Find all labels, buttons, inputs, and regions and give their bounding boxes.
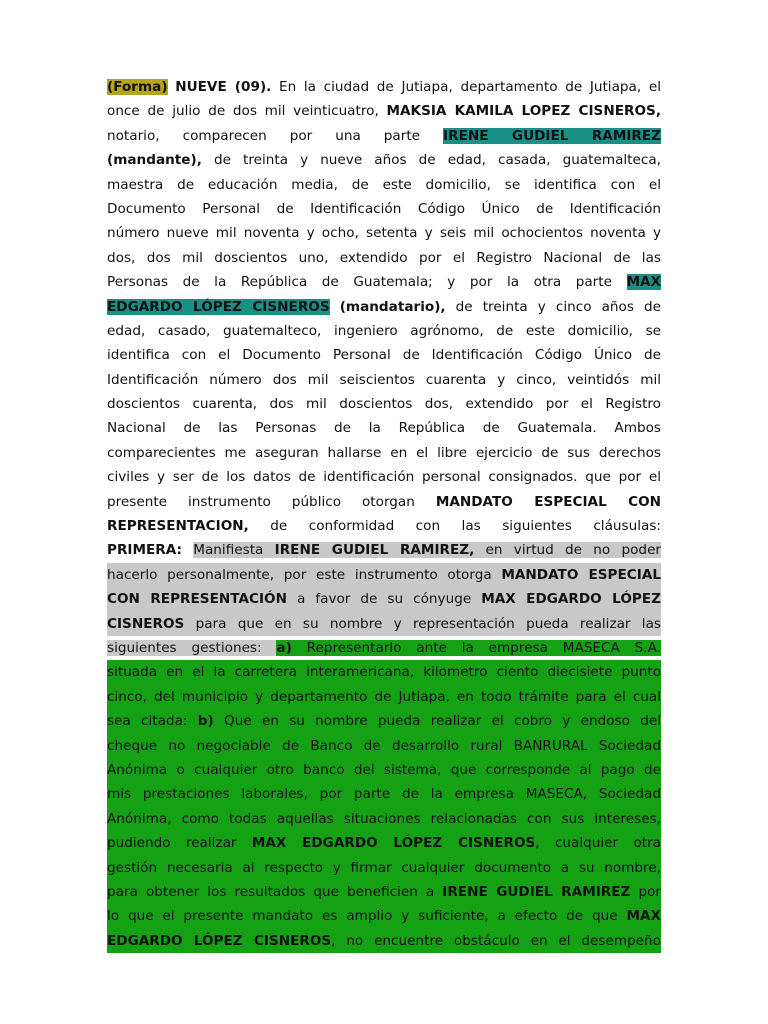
text-line <box>107 99 661 123</box>
text-run: identifica con el Documento Personal de Identificación Código Único de <box>107 347 662 364</box>
bold-text-run: EDGARDO LÓPEZ CISNEROS <box>107 298 330 315</box>
bold-text-run: CON REPRESENTACIÓN <box>107 591 287 608</box>
text-line <box>107 197 661 221</box>
text-run: Nacional de las Personas de la República de Guatemala. Ambos <box>107 420 661 437</box>
bold-text-run: (Forma) <box>107 79 168 95</box>
text-line <box>107 295 661 319</box>
text-run: Documento Personal de Identificación Código Único de Identificación <box>107 200 661 217</box>
text-run: , cualquier otra <box>535 835 662 852</box>
text-run: Identificación número dos mil seiscientos cuarenta y cinco, veintidós mil <box>107 371 662 388</box>
text-line <box>107 441 661 465</box>
text-run: cheque no negociable de Banco de desarrollo rural BANRURAL Sociedad <box>107 737 661 754</box>
bold-text-run: (mandante), <box>107 152 202 169</box>
text-line <box>107 587 661 611</box>
text-run: maestra de educación media, de este domicilio, se identifica con el <box>107 176 662 193</box>
text-run: Personas de la República de Guatemala; y por la otra parte <box>107 274 627 291</box>
bold-text-run: MAX EDGARDO LÓPEZ <box>481 591 661 608</box>
text-run: por <box>630 883 661 900</box>
text-line <box>107 538 661 562</box>
bold-text-run: MAX EDGARDO LÓPEZ CISNEROS <box>251 835 536 852</box>
text-line <box>107 465 661 489</box>
bold-text-run: (mandatario), <box>339 298 446 315</box>
text-run: para que en su nombre y representación pueda realizar las <box>184 615 661 632</box>
bold-text-run: b) <box>197 713 214 730</box>
text-run: Representarlo ante la empresa MASECA S.A. <box>291 639 661 656</box>
bold-text-run: CISNEROS <box>107 615 185 632</box>
text-line <box>107 514 661 538</box>
text-run: número nueve mil noventa y ocho, setenta y seis mil ochocientos noventa y <box>107 225 662 242</box>
text-line <box>107 221 661 245</box>
text-line <box>107 831 661 855</box>
bold-text-run: NUEVE (09). <box>175 79 272 95</box>
text-run: lo que el presente mandato es amplio y suficiente, a efecto de que <box>107 908 627 925</box>
text-line <box>107 148 661 172</box>
text-run: Manifiesta <box>193 542 275 559</box>
text-line <box>107 782 661 806</box>
text-line <box>107 880 661 904</box>
text-line <box>107 856 661 880</box>
bold-text-run: MAX <box>626 908 662 925</box>
text-run: hacerlo personalmente, por este instrumento otorga <box>107 566 502 583</box>
text-run: a favor de su cónyuge <box>286 591 482 608</box>
bold-text-run: IRENE GUDIEL RAMIREZ <box>443 127 662 144</box>
text-run: civiles y ser de los datos de identificación personal consignados. que por el <box>107 469 661 486</box>
text-run: presente instrumento público otorgan <box>107 493 436 510</box>
text-line <box>107 734 661 758</box>
text-line <box>107 124 661 148</box>
text-run: En la ciudad de Jutiapa, departamento de Jutiapa, el <box>271 79 662 95</box>
text-run: en virtud de no poder <box>474 542 662 559</box>
text-run: de treinta y cinco años de <box>445 298 661 315</box>
bold-text-run: IRENE GUDIEL RAMIREZ <box>442 883 631 900</box>
text-line <box>107 636 661 660</box>
text-run: de conformidad con las siguientes cláusulas: <box>248 518 661 535</box>
text-run: notario, comparecen por una parte <box>107 127 444 144</box>
bold-text-run: EDGARDO LÓPEZ CISNEROS <box>107 932 332 949</box>
text-line <box>107 612 661 636</box>
text-run: sea citada: <box>107 713 198 730</box>
text-line <box>107 929 661 953</box>
text-line <box>107 563 661 587</box>
text-run: pudiendo realizar <box>107 835 252 852</box>
text-run: edad, casado, guatemalteco, ingeniero agrónomo, de este domicilio, se <box>107 322 662 339</box>
text-run: Que en su nombre pueda realizar el cobro y endoso del <box>213 713 661 730</box>
text-run: comparecientes me aseguran hallarse en el libre ejercicio de sus derechos <box>107 444 661 461</box>
text-line <box>107 173 661 197</box>
bold-text-run: a) <box>276 639 292 656</box>
bold-text-run: MAKSIA KAMILA LOPEZ CISNEROS, <box>386 103 661 120</box>
text-run: gestión necesaria al respecto y firmar cualquier documento a su nombre, <box>107 859 662 876</box>
text-run: cinco, del municipio y departamento de Jutiapa, en todo trámite para el cual <box>107 688 662 705</box>
bold-text-run: MANDATO ESPECIAL CON <box>435 493 662 510</box>
text-line <box>107 368 661 392</box>
text-run: Anónima o cualquier otro banco del sistema, que corresponde al pago de <box>107 761 661 778</box>
text-line <box>107 685 661 709</box>
text-line <box>107 270 661 294</box>
text-line <box>107 709 661 733</box>
text-run: situada en el la carretera interamericana, kilometro ciento diecisiete punto <box>107 664 662 681</box>
text-line <box>107 416 661 440</box>
bold-text-run: MANDATO ESPECIAL <box>501 566 662 583</box>
text-line <box>107 392 661 416</box>
text-run: siguientes gestiones: <box>107 639 277 656</box>
text-run: Anónima, como todas aquellas situaciones relacionadas con sus intereses, <box>107 810 661 827</box>
text-run: mis prestaciones laborales, por parte de la empresa MASECA, Sociedad <box>107 786 661 803</box>
text-run: de treinta y nueve años de edad, casada, guatemalteca, <box>201 152 661 169</box>
text-line <box>107 807 661 831</box>
text-run <box>330 299 340 315</box>
bold-text-run: MAX <box>626 274 662 291</box>
bold-text-run: PRIMERA: <box>107 542 182 559</box>
text-line <box>107 75 661 99</box>
text-run: doscientos cuarenta, dos mil doscientos dos, extendido por el Registro <box>107 396 662 413</box>
text-run: dos, dos mil doscientos uno, extendido por el Registro Nacional de las <box>107 249 661 266</box>
bold-text-run: IRENE GUDIEL RAMIREZ, <box>274 542 475 559</box>
text-run: once de julio de dos mil veinticuatro, <box>107 103 387 120</box>
text-line <box>107 904 661 928</box>
text-run: para obtener los resultados que beneficien a <box>107 883 443 900</box>
bold-text-run: REPRESENTACION, <box>107 518 249 535</box>
text-line <box>107 758 661 782</box>
text-line <box>107 343 661 367</box>
text-line <box>107 319 661 343</box>
text-line <box>107 246 661 270</box>
text-run: , no encuentre obstáculo en el desempeño <box>331 932 661 949</box>
document-body <box>107 75 661 953</box>
text-run <box>182 542 193 558</box>
text-line <box>107 490 661 514</box>
text-line <box>107 660 661 684</box>
